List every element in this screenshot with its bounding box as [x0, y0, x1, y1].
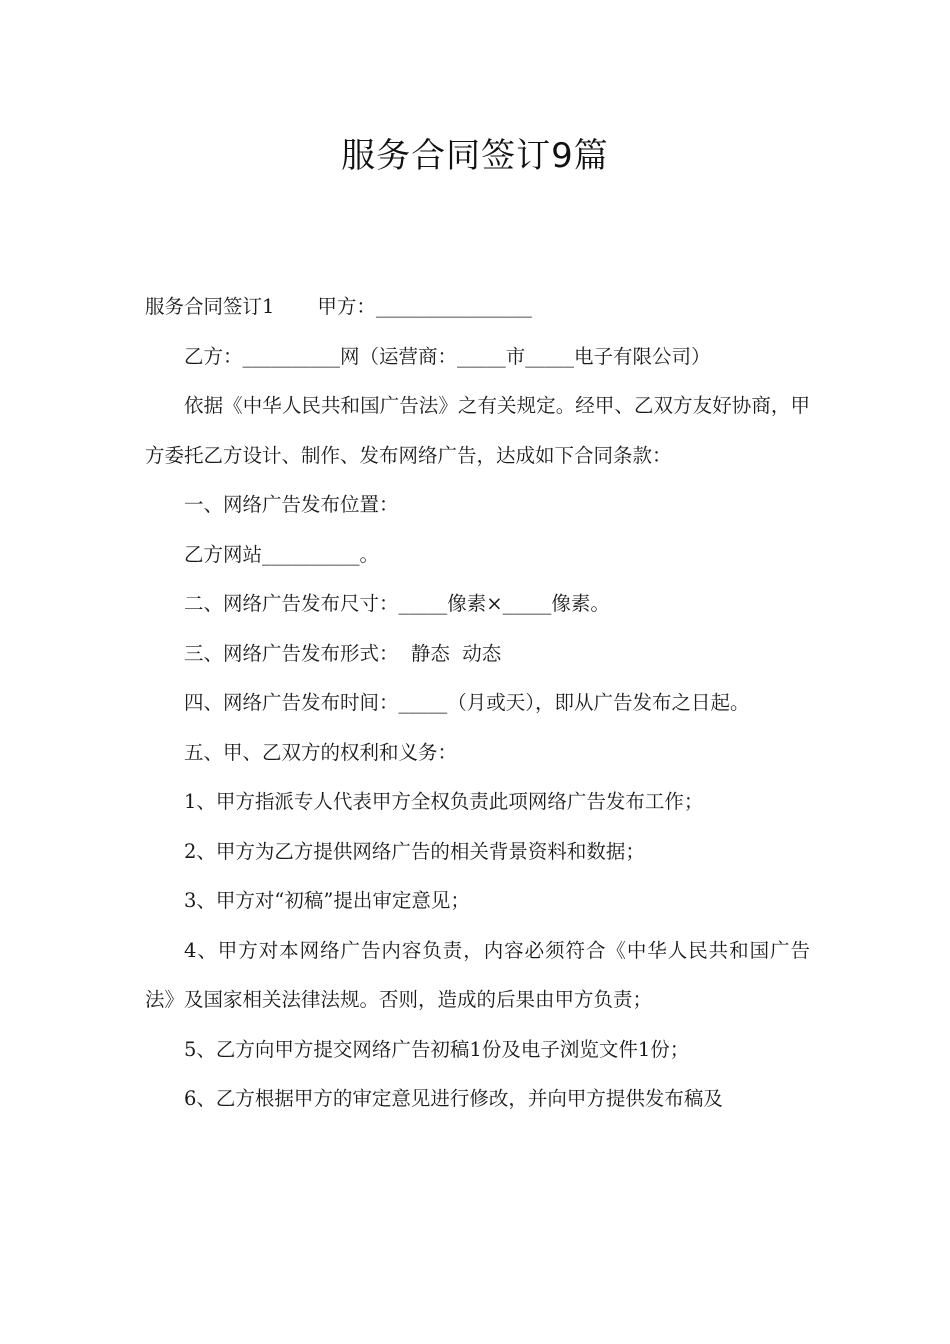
contract-label: 服务合同签订1	[145, 295, 275, 318]
header-line	[145, 282, 810, 332]
clause-text: 乙方网站__________。	[184, 542, 380, 566]
clause-heading-3: 三、网络广告发布形式： 静态 动态	[184, 641, 502, 665]
list-item: 6、乙方根据甲方的审定意见进行修改，并向甲方提供发布稿及	[184, 1087, 723, 1110]
list-item: 2、甲方为乙方提供网络广告的相关背景资料和数据；	[184, 839, 645, 863]
clause-heading-4: 四、网络广告发布时间：_____（月或天），即从广告发布之日起。	[184, 691, 750, 714]
preamble-paragraph: 依据《中华人民共和国广告法》之有关规定。经甲、乙双方友好协商，甲方委托乙方设计、制作、发布网络广告，达成如下合同条款：	[145, 394, 810, 467]
list-item: 1、甲方指派专人代表甲方全权负责此项网络广告发布工作；	[184, 790, 704, 813]
clause-heading-1: 一、网络广告发布位置：	[184, 493, 399, 516]
clause-heading-5: 五、甲、乙双方的权利和义务：	[184, 740, 458, 764]
list-item: 5、乙方向甲方提交网络广告初稿1份及电子浏览文件1份；	[184, 1037, 690, 1061]
clause-heading-2: 二、网络广告发布尺寸：_____像素×_____像素。	[184, 592, 610, 615]
document-body	[145, 282, 810, 1124]
document-title: 服务合同签订9篇	[341, 136, 609, 176]
list-item: 4、甲方对本网络广告内容负责，内容必须符合《中华人民共和国广告法》及国家相关法律法规。否则，造成的后果由甲方负责；	[145, 938, 810, 1011]
party-a-line: 甲方：________________	[317, 295, 532, 318]
list-item: 3、甲方对“初稿”提出审定意见；	[184, 889, 470, 912]
party-b-line: 乙方：__________网（运营商：_____市_____电子有限公司）	[184, 344, 711, 368]
